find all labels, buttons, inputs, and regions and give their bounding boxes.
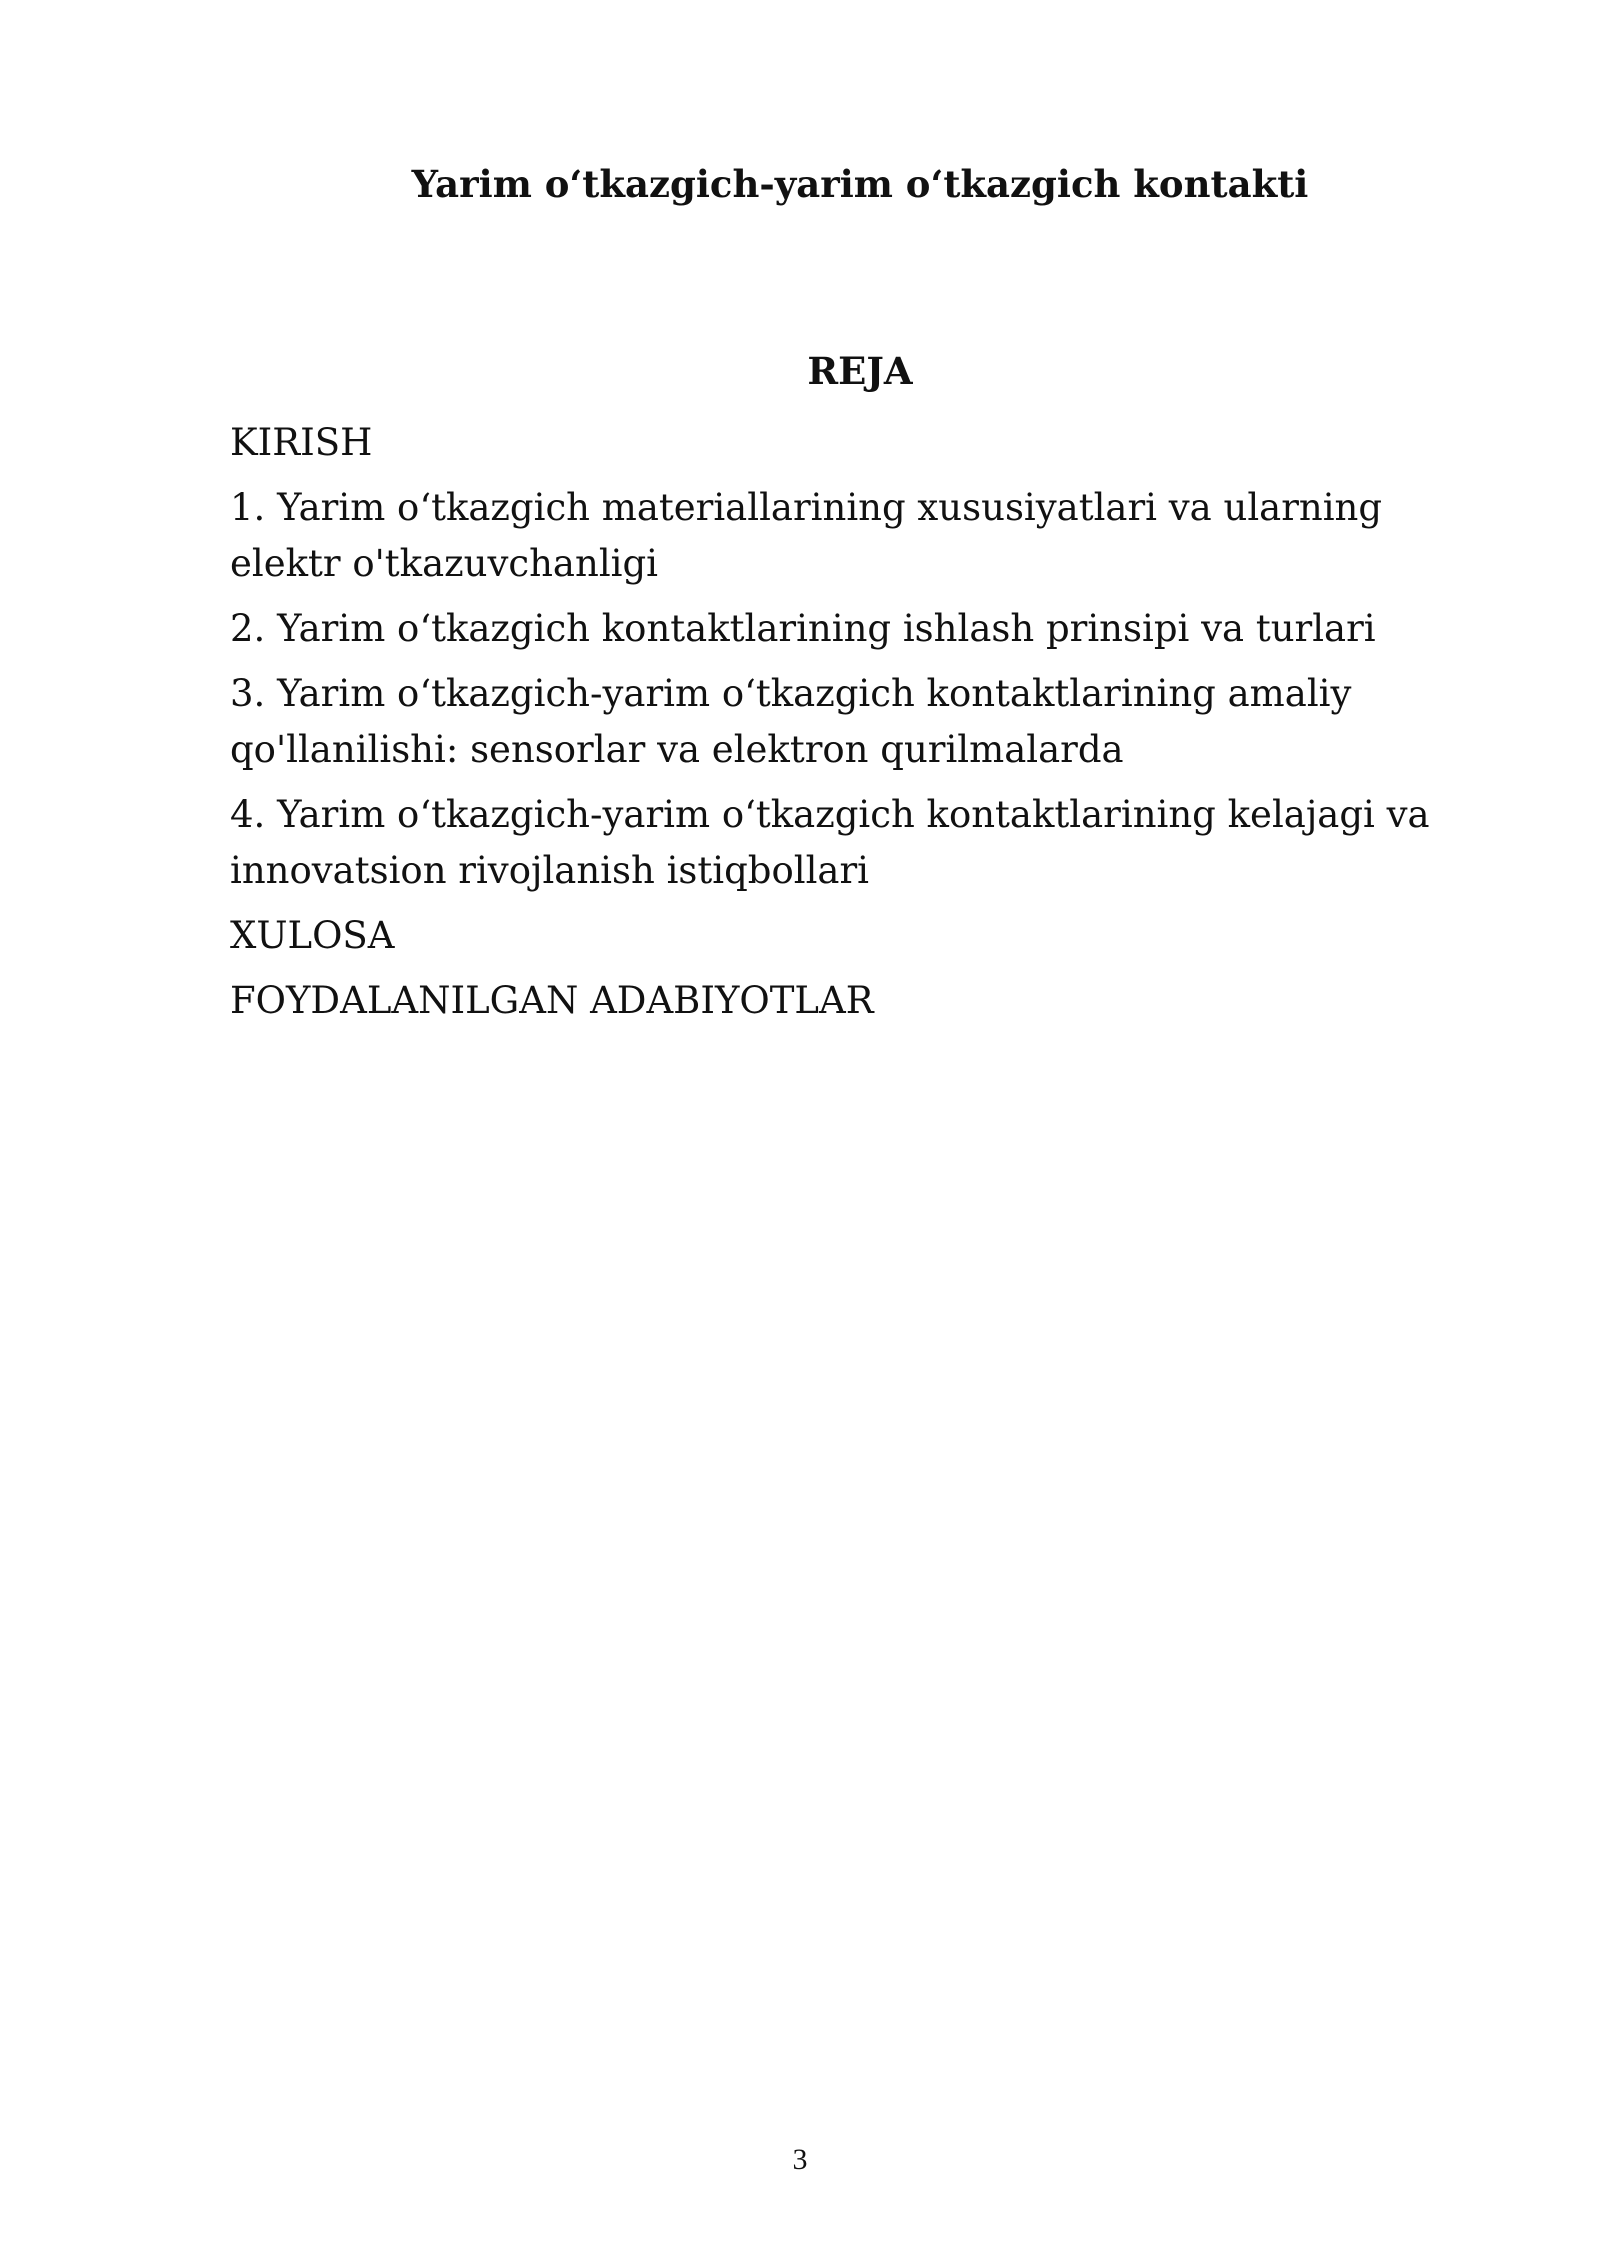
- plan-heading: REJA: [807, 349, 913, 393]
- plan-item-1: 1. Yarim oʻtkazgich materiallarining xususiyatlari va ularning elektr o'tkazuvchanligi: [230, 486, 1383, 585]
- plan-item-conclusion: XULOSA: [230, 914, 395, 957]
- plan-item-4: 4. Yarim oʻtkazgich-yarim oʻtkazgich kontaktlarining kelajagi va innovatsion rivojlanish istiqbollari: [230, 793, 1430, 892]
- plan-item-3: 3. Yarim oʻtkazgich-yarim oʻtkazgich kontaktlarining amaliy qo'llanilishi: sensorlar va elektron qurilmalarda: [230, 672, 1352, 771]
- plan-list: [230, 415, 1490, 1038]
- plan-item-references: FOYDALANILGAN ADABIYOTLAR: [230, 979, 874, 1022]
- plan-item-introduction: KIRISH: [230, 421, 373, 464]
- plan-item-2: 2. Yarim oʻtkazgich kontaktlarining ishlash prinsipi va turlari: [230, 607, 1376, 650]
- page-number: 3: [792, 2143, 808, 2176]
- document-title: Yarim oʻtkazgich-yarim oʻtkazgich kontakti: [411, 162, 1309, 206]
